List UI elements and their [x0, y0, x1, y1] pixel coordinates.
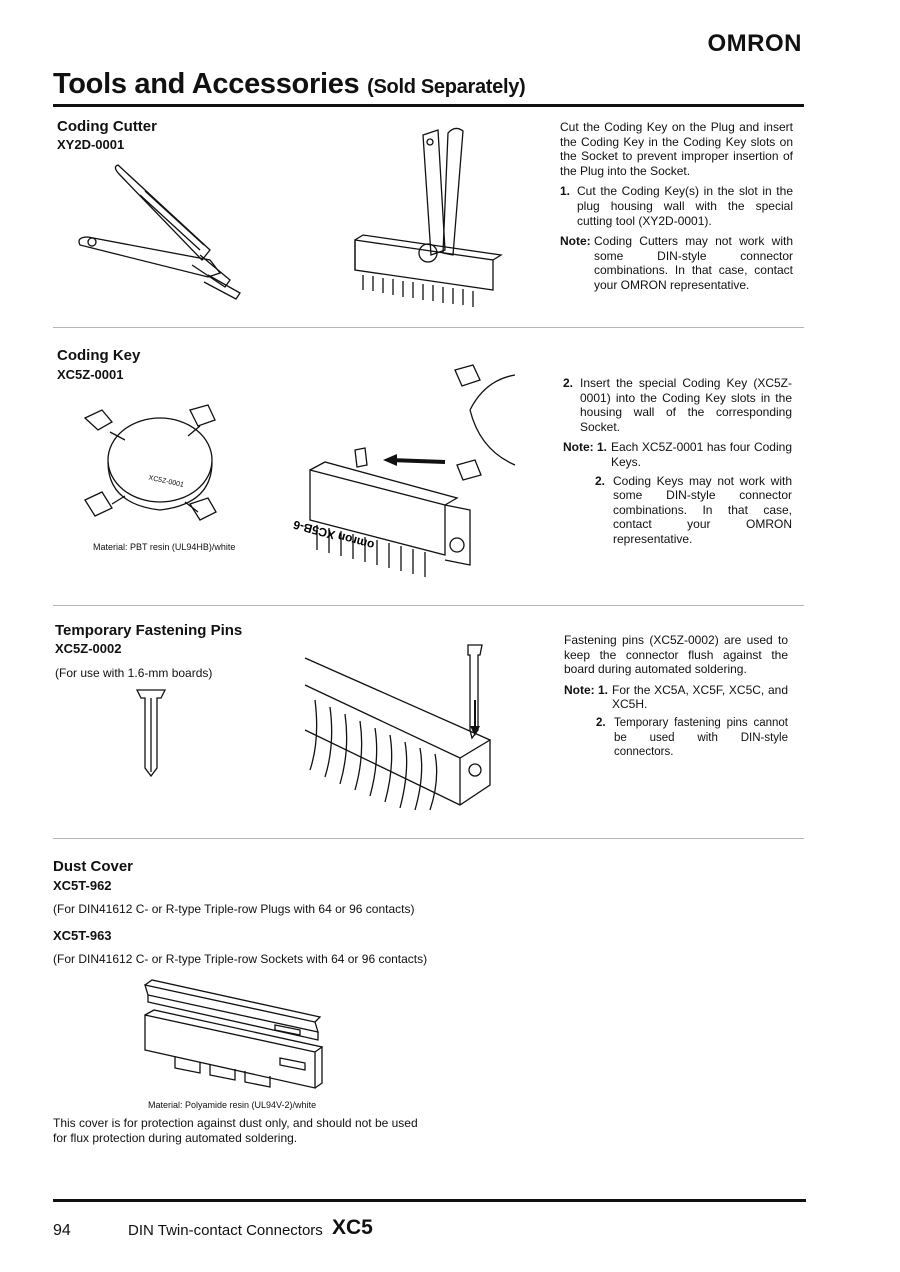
note-text: Coding Keys may not work with some DIN-style connector combinations. In that case, contact your OMRON representative.	[613, 473, 792, 546]
coding-cutter-text	[560, 120, 793, 293]
dust-cover-model-1-desc: (For DIN41612 C- or R-type Triple-row Plugs with 64 or 96 contacts)	[53, 902, 415, 916]
coding-key-illustration	[80, 400, 240, 530]
page-title	[53, 68, 525, 101]
coding-key-model: XC5Z-0001	[57, 367, 124, 382]
dust-cover-title: Dust Cover	[53, 858, 134, 875]
note-text: Coding Cutters may not work with some DIN-style connector combinations. In that case, contact your OMRON representative.	[594, 234, 793, 292]
coding-key-label: XC5Z-0001	[147, 474, 185, 489]
fastening-pins-note-1	[564, 683, 788, 712]
note-label: Note: 1.	[564, 682, 609, 697]
fastening-pins-note-2	[564, 716, 788, 760]
coding-key-caption: Material: PBT resin (UL94HB)/white	[93, 542, 236, 552]
dust-cover-model-2-desc: (For DIN41612 C- or R-type Triple-row Sockets with 64 or 96 contacts)	[53, 952, 428, 966]
note-text: For the XC5A, XC5F, XC5C, and XC5H.	[612, 682, 788, 712]
coding-cutter-step	[560, 184, 793, 228]
coding-cutter-model: XY2D-0001	[57, 137, 125, 152]
dust-cover-illustration	[140, 980, 325, 1095]
page-title-main: Tools and Accessories	[53, 68, 360, 100]
fastening-pin-illustration	[135, 688, 175, 778]
coding-key-note-1	[563, 440, 792, 469]
step-text: Insert the special Coding Key (XC5Z-0001) into the Coding Key slots in the housing wall of the corresponding Socket.	[580, 376, 792, 434]
coding-key-title: Coding Key	[57, 347, 141, 364]
footer-doc-title: DIN Twin-contact Connectors	[128, 1222, 323, 1239]
note-label: Note: 1.	[563, 440, 608, 455]
dust-cover-note: This cover is for protection against dust only, and should not be used for flux protection during automated soldering.	[53, 1116, 418, 1145]
step-number: 2.	[563, 376, 574, 390]
section-divider	[53, 327, 804, 328]
header-rule	[53, 104, 804, 107]
coding-cutter-intro: Cut the Coding Key on the Plug and insert the Coding Key in the Coding Key slots on the Socket to prevent improper insertion of the Plug into the Socket.	[560, 120, 793, 178]
section-divider	[53, 605, 804, 606]
page-title-sub: (Sold Separately)	[367, 76, 526, 98]
fastening-pins-model: XC5Z-0002	[55, 641, 122, 656]
page-number: 94	[53, 1222, 71, 1239]
housing-label: omron XC5B-6	[291, 517, 376, 553]
step-number: 1.	[560, 184, 571, 199]
coding-key-step	[563, 376, 792, 434]
fastening-pins-intro: Fastening pins (XC5Z-0002) are used to keep the connector flush against the board during automated soldering.	[564, 633, 788, 677]
coding-key-text	[563, 370, 792, 547]
connector-cutting-illustration	[353, 125, 513, 315]
note-number: 2.	[596, 716, 606, 729]
coding-cutter-note	[560, 234, 793, 292]
fastening-pin-insertion-illustration	[300, 640, 500, 810]
brand-logo: OMRON	[707, 30, 802, 57]
fastening-pins-title: Temporary Fastening Pins	[55, 622, 243, 639]
step-text: Cut the Coding Key(s) in the slot in the plug housing wall with the special cutting tool (XY2D-0001).	[577, 184, 793, 228]
coding-cutter-title: Coding Cutter	[57, 118, 157, 135]
coding-cutter-illustration	[80, 165, 240, 300]
footer-product: XC5	[332, 1216, 373, 1239]
fastening-pins-text	[564, 633, 788, 760]
coding-key-note-2	[563, 474, 792, 547]
footer-rule	[53, 1199, 806, 1202]
note-text: Each XC5Z-0001 has four Coding Keys.	[611, 440, 792, 469]
dust-cover-model-2: XC5T-963	[53, 928, 112, 943]
note-number: 2.	[595, 473, 606, 488]
section-divider	[53, 838, 804, 839]
note-text: Temporary fastening pins cannot be used with DIN-style connectors.	[614, 716, 788, 759]
fastening-pins-subtitle: (For use with 1.6-mm boards)	[55, 666, 213, 680]
coding-key-insertion-illustration	[291, 370, 520, 590]
dust-cover-model-1: XC5T-962	[53, 878, 112, 893]
note-label: Note:	[560, 234, 591, 249]
dust-cover-caption: Material: Polyamide resin (UL94V-2)/white	[148, 1100, 317, 1110]
